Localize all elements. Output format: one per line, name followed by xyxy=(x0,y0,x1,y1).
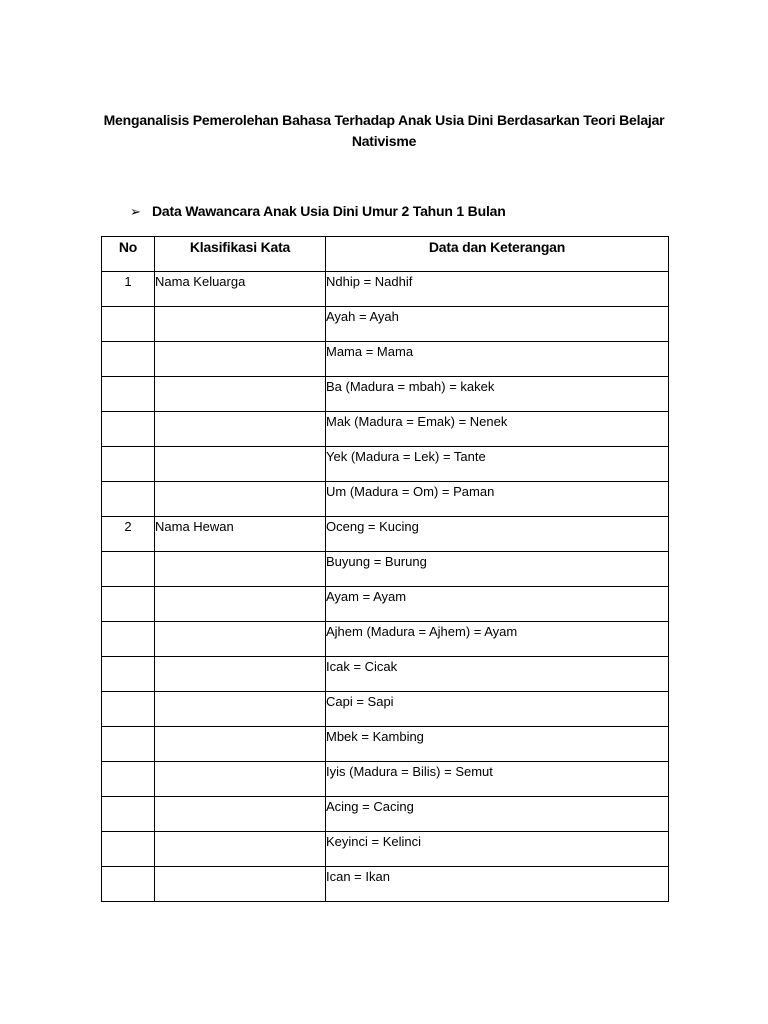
document-title-line-2: Nativisme xyxy=(351,133,417,149)
classification-cell xyxy=(155,342,326,377)
row-number-cell xyxy=(102,797,155,832)
classification-cell xyxy=(155,377,326,412)
classification-cell xyxy=(155,762,326,797)
classification-cell xyxy=(155,622,326,657)
data-cell: Mak (Madura = Emak) = Nenek xyxy=(326,412,669,447)
classification-cell: Nama Hewan xyxy=(155,517,326,552)
row-number-cell xyxy=(102,727,155,762)
table-row xyxy=(102,482,669,517)
table-row xyxy=(102,587,669,622)
table-row xyxy=(102,867,669,902)
row-number-cell xyxy=(102,867,155,902)
classification-cell xyxy=(155,867,326,902)
classification-cell xyxy=(155,447,326,482)
table-header-row xyxy=(102,237,669,272)
document-title-line-1: Menganalisis Pemerolehan Bahasa Terhadap Anak Usia Dini Berdasarkan Teori Belajar xyxy=(103,112,665,128)
data-cell: Ba (Madura = mbah) = kakek xyxy=(326,377,669,412)
classification-cell xyxy=(155,832,326,867)
data-cell: Keyinci = Kelinci xyxy=(326,832,669,867)
table-row xyxy=(102,832,669,867)
table-row xyxy=(102,727,669,762)
row-number-cell xyxy=(102,447,155,482)
row-number-cell xyxy=(102,692,155,727)
table-row xyxy=(102,762,669,797)
table-row xyxy=(102,307,669,342)
table-row xyxy=(102,517,669,552)
header-no: No xyxy=(102,237,155,272)
data-cell: Acing = Cacing xyxy=(326,797,669,832)
row-number-cell xyxy=(102,552,155,587)
row-number-cell xyxy=(102,482,155,517)
section-heading-text: Data Wawancara Anak Usia Dini Umur 2 Tahun 1 Bulan xyxy=(152,203,506,219)
row-number-cell xyxy=(102,342,155,377)
row-number-cell xyxy=(102,307,155,342)
data-cell: Ayam = Ayam xyxy=(326,587,669,622)
classification-cell xyxy=(155,657,326,692)
row-number-cell xyxy=(102,412,155,447)
classification-cell xyxy=(155,307,326,342)
word-classification-table xyxy=(101,236,669,902)
data-cell: Ajhem (Madura = Ajhem) = Ayam xyxy=(326,622,669,657)
table-row xyxy=(102,412,669,447)
table-row xyxy=(102,797,669,832)
data-cell: Ican = Ikan xyxy=(326,867,669,902)
row-number-cell xyxy=(102,832,155,867)
data-cell: Capi = Sapi xyxy=(326,692,669,727)
table-row xyxy=(102,377,669,412)
data-cell: Mama = Mama xyxy=(326,342,669,377)
classification-cell xyxy=(155,727,326,762)
table-row xyxy=(102,552,669,587)
row-number-cell: 2 xyxy=(102,517,155,552)
table-row xyxy=(102,342,669,377)
data-cell: Ayah = Ayah xyxy=(326,307,669,342)
data-cell: Mbek = Kambing xyxy=(326,727,669,762)
row-number-cell xyxy=(102,762,155,797)
arrow-bullet-icon: ➢ xyxy=(130,204,141,219)
table-row xyxy=(102,622,669,657)
document-title xyxy=(100,110,668,152)
data-cell: Um (Madura = Om) = Paman xyxy=(326,482,669,517)
table-row xyxy=(102,692,669,727)
table-row xyxy=(102,447,669,482)
row-number-cell xyxy=(102,622,155,657)
classification-cell xyxy=(155,412,326,447)
classification-cell xyxy=(155,692,326,727)
classification-cell: Nama Keluarga xyxy=(155,272,326,307)
row-number-cell xyxy=(102,377,155,412)
row-number-cell: 1 xyxy=(102,272,155,307)
data-cell: Iyis (Madura = Bilis) = Semut xyxy=(326,762,669,797)
row-number-cell xyxy=(102,587,155,622)
section-heading xyxy=(130,202,506,221)
data-cell: Oceng = Kucing xyxy=(326,517,669,552)
data-cell: Icak = Cicak xyxy=(326,657,669,692)
table-row xyxy=(102,272,669,307)
classification-cell xyxy=(155,587,326,622)
data-cell: Buyung = Burung xyxy=(326,552,669,587)
classification-cell xyxy=(155,552,326,587)
data-cell: Yek (Madura = Lek) = Tante xyxy=(326,447,669,482)
classification-cell xyxy=(155,797,326,832)
table-row xyxy=(102,657,669,692)
header-data: Data dan Keterangan xyxy=(326,237,669,272)
data-cell: Ndhip = Nadhif xyxy=(326,272,669,307)
classification-cell xyxy=(155,482,326,517)
header-classification: Klasifikasi Kata xyxy=(155,237,326,272)
row-number-cell xyxy=(102,657,155,692)
